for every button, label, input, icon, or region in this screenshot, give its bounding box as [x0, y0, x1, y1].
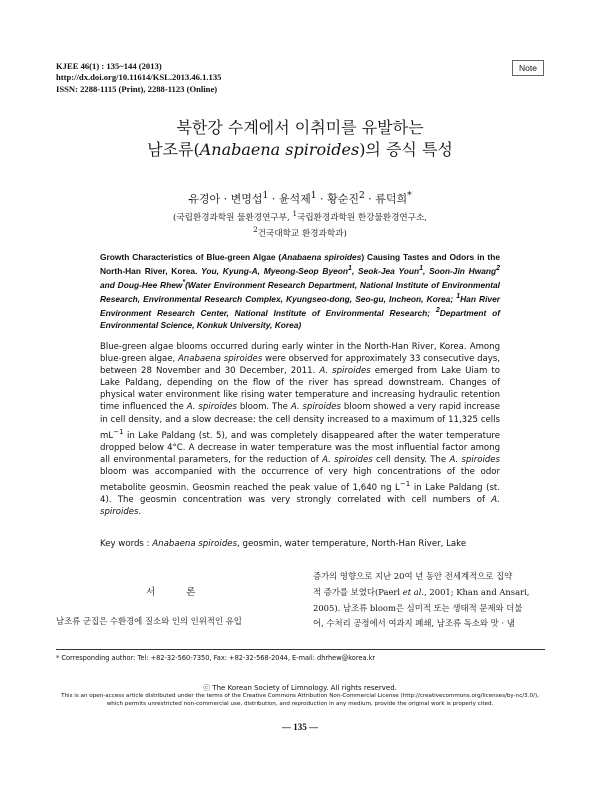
- paper-title: [0, 117, 600, 161]
- affiliations: (국립환경과학원 물환경연구부, $^1$국립환경과학원 한강물환경연구소, $^2$건국대학교 환경과학과): [172, 209, 428, 240]
- journal-header: [56, 61, 221, 95]
- keywords: Key words : Anabaena spiroides, geosmin, water temperature, North-Han River, Lake: [100, 539, 467, 549]
- author: 유경아: [188, 192, 221, 206]
- author: 류덕희: [375, 192, 408, 206]
- journal-citation: KJEE 46(1) : 135~144 (2013): [56, 61, 162, 71]
- note-badge: Note: [512, 60, 544, 76]
- license-notice: This is an open-access article distributed under the terms of the Creative Commons Attribution Non-Commercial License (http://creativecommons.org/licenses/by-nc/3.0/), which permits unrestricted non-commercial use, distribution, and reproduction in any medium, provide the original work is properly cited.: [61, 693, 539, 707]
- footnote-divider: [56, 649, 545, 650]
- issn: ISSN: 2288-1115 (Print), 2288-1123 (Online): [56, 83, 218, 94]
- author: 변명섭: [230, 192, 263, 206]
- title-line2: 남조류(Anabaena spiroides)의 증식 특성: [147, 140, 453, 159]
- doi-link[interactable]: http://dx.doi.org/10.11614/KSL.2013.46.1.135: [56, 72, 222, 83]
- intro-left-column: 남조류 군집은 수환경에 질소와 인의 인위적인 유입: [56, 616, 242, 626]
- author-list: 유경아 · 변명섭$^1$ · 윤석제$^1$ · 황순진$^2$ · 류덕희*: [188, 190, 412, 206]
- author: 윤석제: [278, 192, 311, 206]
- copyright-notice: ⓒ The Korean Society of Limnology. All rights reserved.: [203, 684, 397, 692]
- page-number: — 135 —: [282, 722, 318, 732]
- abstract-body: Blue-green algae blooms occurred during early winter in the North-Han River, Korea. Among blue-green algae, Anabaena spiroides were observed for approximately 33 consecutive days, between 28 November and 30 December, 2011. A. spiroides emerged from Lake Uiam to Lake Paldang, depending on the flow of the river has spread downstream. Changes of physical water environment like rising water temperature and increasing hydraulic retention time influenced the A. spiroides bloom. The A. spiroides bloom showed a very rapid increase in cell density, and a slow decrease: the cell density increased to a maximum of 11,325 cells $mL^{-1}$ in Lake Paldang (st. 5), and was completely disappeared after the water temperature dropped below 4°C. A decrease in water temperature was the most influential factor among all environmental parameters, for the reduction of A. spiroides cell density. The A. spiroides bloom was accompanied with the occurrence of very high concentrations of the odor metabolite geosmin. Geosmin reached the peak value of 1,640 ng $L^{-1}$ in Lake Paldang (st. 4). The geosmin concentration was very strongly correlated with cell numbers of A. spiroides.: [100, 342, 500, 517]
- section-heading-intro: 서 론: [146, 587, 210, 598]
- english-authors: You, Kyung-A, Myeong-Seop Byeon$^1$, Seok-Jea Youn$^1$, Soon-Jin Hwang$^2$ and Doug-Hee Rhew*(Water Environment Research Department, National Institute of Environmental Research, Environmental Research Complex, Kyungseo-dong, Seo-gu, Incheon, Korea; $^1$Han River Environment Research Center, National Institute of Environmental Research; $^2$Department of Environmental Science, Konkuk University, Korea): [100, 265, 501, 330]
- title-line1: 북한강 수계에서 이취미를 유발하는: [176, 118, 424, 137]
- corresponding-author-footnote: * Corresponding author: Tel: +82-32-560-7350, Fax: +82-32-568-2044, E-mail: dhrhew@korea.kr: [56, 654, 376, 662]
- english-title-block: Growth Characteristics of Blue-green Algae (Anabaena spiroides) Causing Tastes and Odors in the North-Han River, Korea. You, Kyung-A, Myeong-Seop Byeon$^1$, Seok-Jea Youn$^1$, Soon-Jin Hwang$^2$ and Doug-Hee Rhew*(Water Environment Research Department, National Institute of Environmental Research, Environmental Research Complex, Kyungseo-dong, Seo-gu, Incheon, Korea; $^1$Han River Environment Research Center, National Institute of Environmental Research; $^2$Department of Environmental Science, Konkuk University, Korea): [100, 252, 501, 330]
- title-species: Anabaena spiroides: [199, 140, 360, 159]
- author: 황순진: [327, 192, 359, 206]
- intro-right-column: 증가의 영향으로 지난 20여 년 동안 전세계적으로 집약 적 증가를 보였다(Paerl et al., 2001; Khan and Ansari, 2005). 남조류 bloom은 심미적 또는 생태적 문제와 더불 어, 수처리 공정에서 여과지 폐쇄, 남조류 독소와 맛 · 냄: [313, 571, 530, 629]
